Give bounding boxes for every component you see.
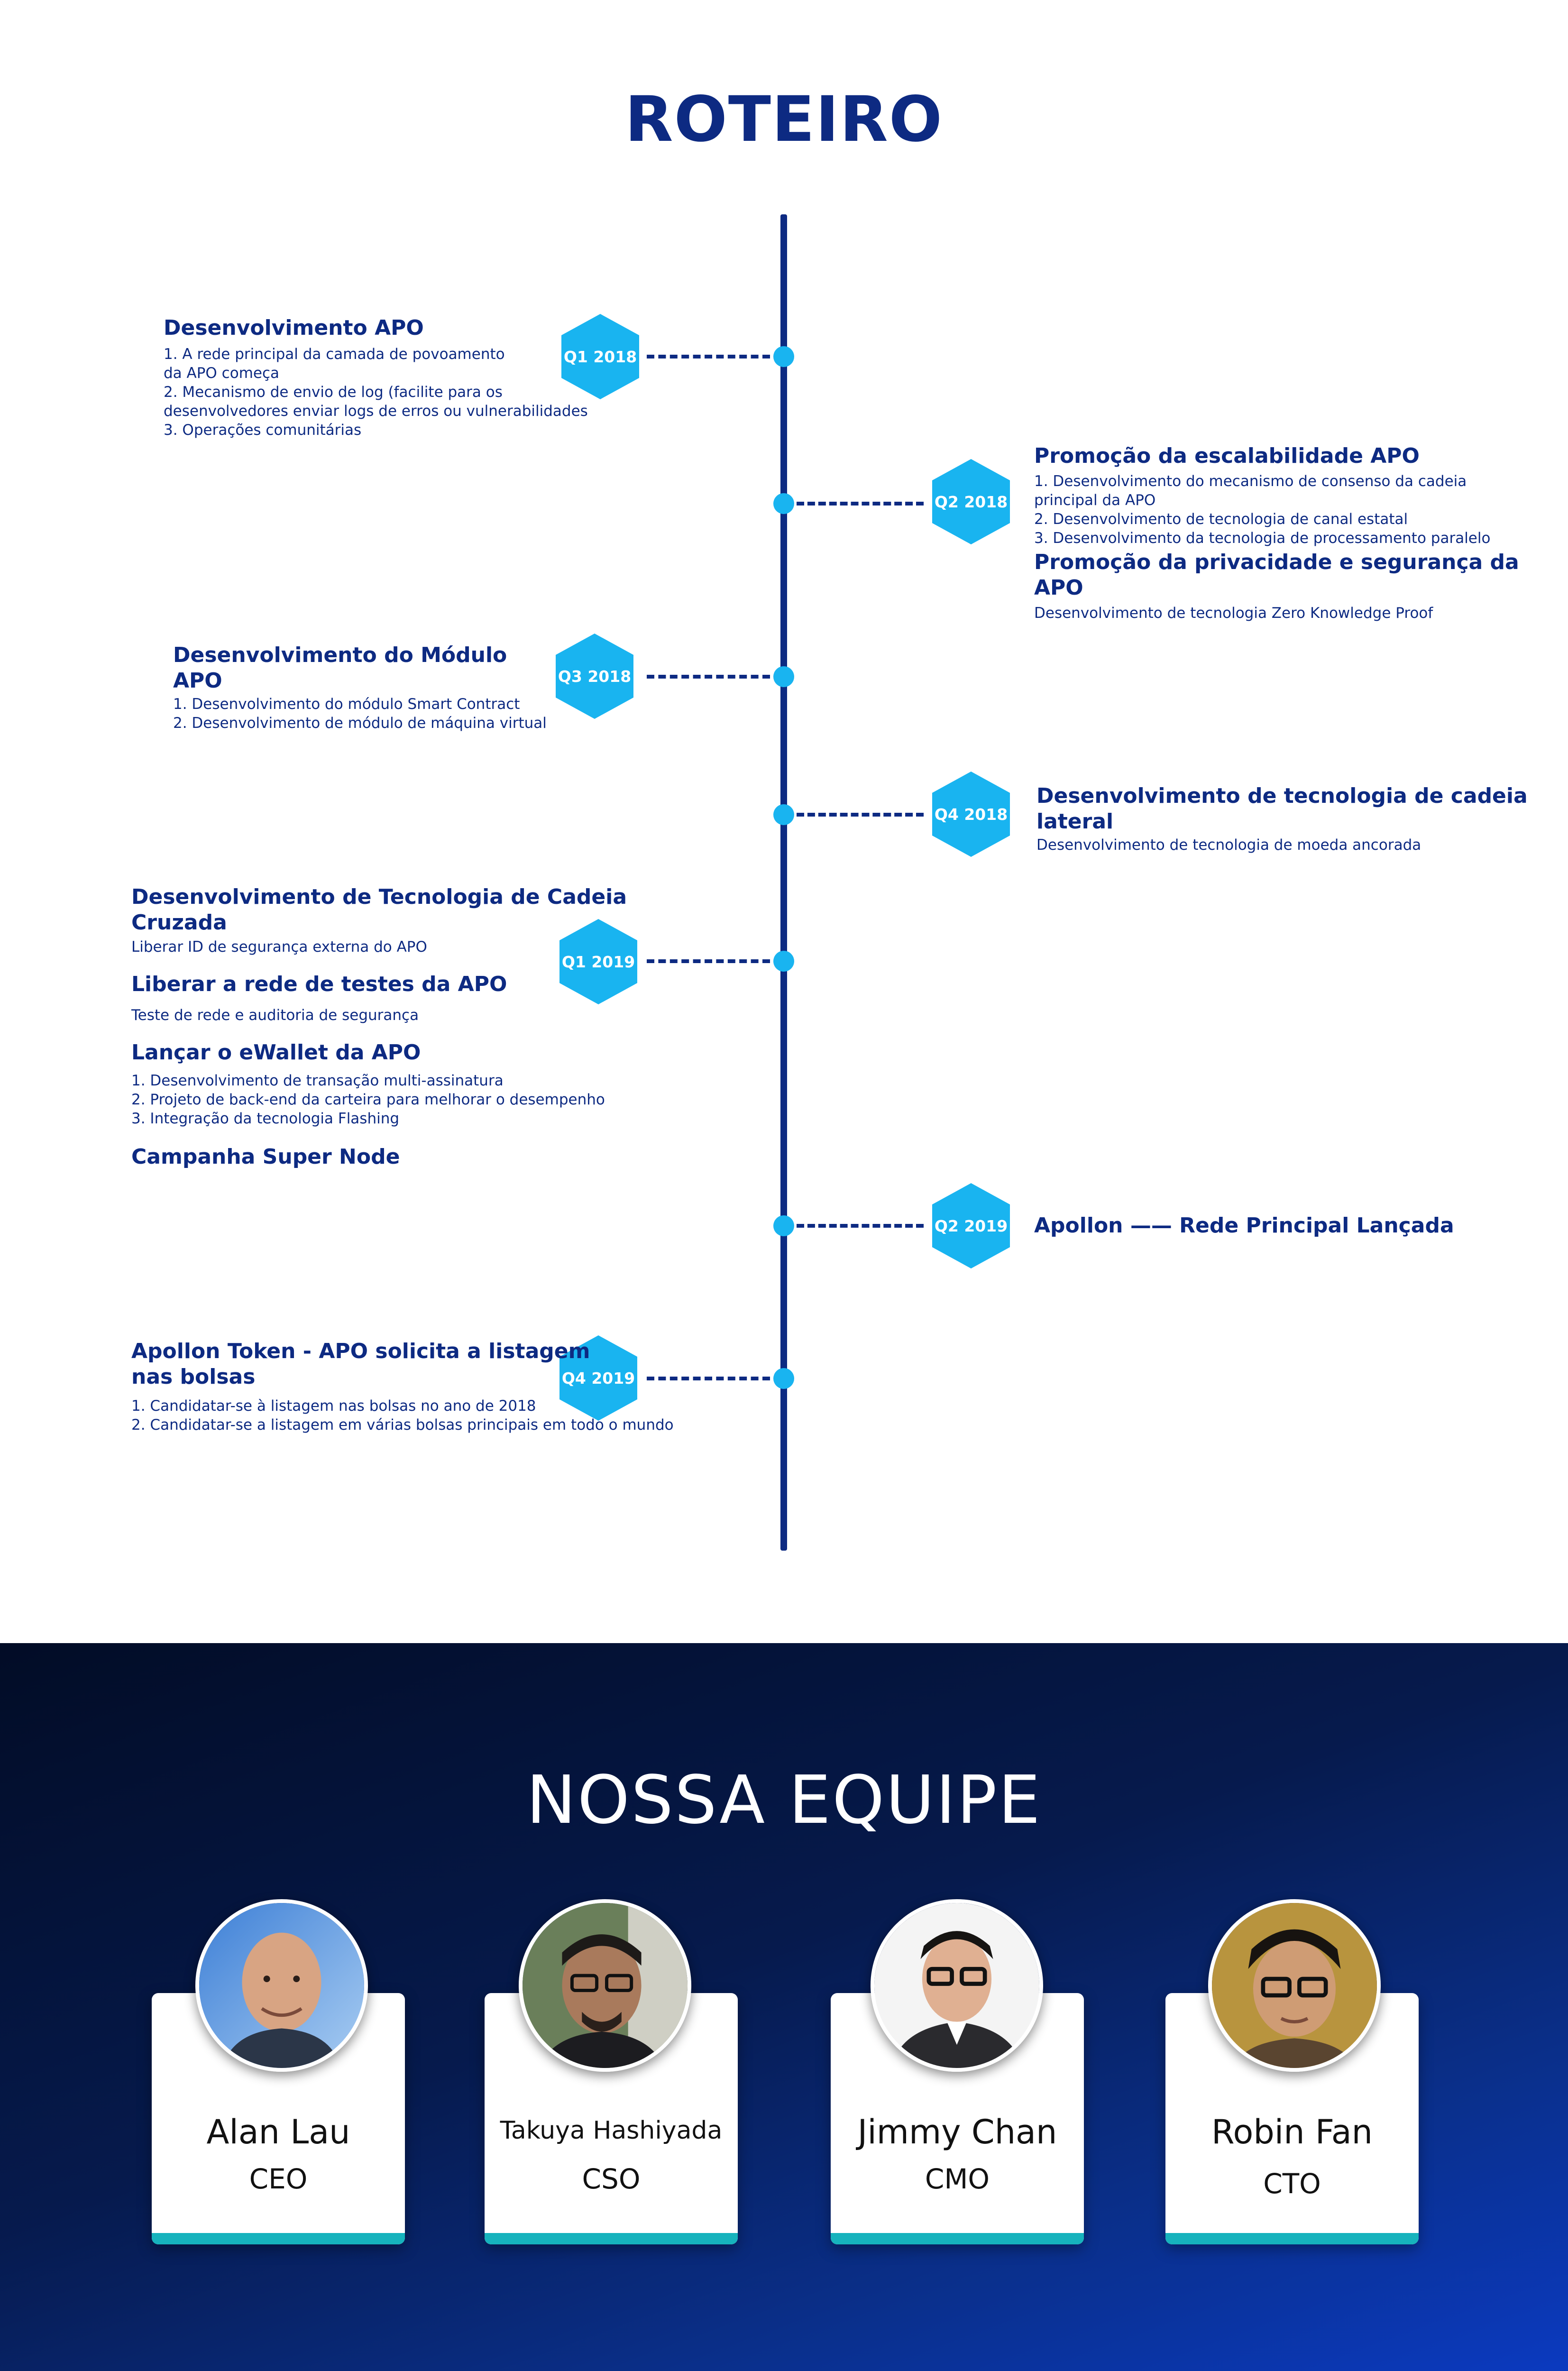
- roadmap-title: ROTEIRO: [624, 83, 944, 156]
- member-role: CMO: [925, 2163, 990, 2195]
- milestone-heading: Desenvolvimento de Tecnologia de Cadeia Cruzada: [131, 885, 627, 935]
- milestone-details: [1034, 1213, 1556, 1239]
- member-avatar: [1208, 1899, 1381, 2072]
- person-avatar-icon: [199, 1903, 364, 2068]
- member-name: Takuya Hashiyada: [500, 2116, 723, 2145]
- timeline-connector: [797, 502, 924, 505]
- timeline-connector: [797, 1224, 924, 1228]
- member-role: CSO: [582, 2163, 641, 2195]
- milestone-heading: Promoção da privacidade e segurança da APO: [1034, 550, 1519, 600]
- milestone-details: [164, 315, 590, 440]
- quarter-label: Q2 2018: [934, 492, 1008, 511]
- member-name: Robin Fan: [1211, 2113, 1373, 2151]
- quarter-hexagon-icon: [932, 459, 1010, 544]
- member-name: Alan Lau: [206, 2113, 350, 2151]
- milestone-details: [131, 884, 677, 1170]
- quarter-label: Q1 2018: [563, 347, 637, 366]
- quarter-label: Q1 2019: [561, 952, 635, 971]
- quarter-hexagon-icon: [932, 772, 1010, 857]
- team-title: NOSSA EQUIPE: [526, 1762, 1042, 1839]
- person-avatar-icon: [1212, 1903, 1377, 2068]
- quarter-label: Q4 2019: [561, 1369, 635, 1388]
- milestone-heading: Desenvolvimento APO: [164, 316, 424, 340]
- member-role: CTO: [1263, 2168, 1321, 2200]
- timeline-node: [773, 1368, 794, 1389]
- milestone-heading: Lançar o eWallet da APO: [131, 1040, 421, 1065]
- card-accent-stripe: [831, 2233, 1084, 2244]
- member-role: CEO: [249, 2163, 308, 2195]
- milestone-text: 1. Desenvolvimento do mecanismo de consenso da cadeia principal da APO 2. Desenvolvimento de tecnologia de canal estatal 3. Desenvolvimento da tecnologia de processamento paralelo: [1034, 473, 1491, 547]
- quarter-label: Q4 2018: [934, 805, 1008, 824]
- team-section: [0, 1643, 1568, 2371]
- timeline-node: [773, 1215, 794, 1236]
- milestone-text: Desenvolvimento de tecnologia de moeda ancorada: [1036, 836, 1421, 854]
- member-name: Jimmy Chan: [857, 2113, 1057, 2151]
- member-avatar: [871, 1899, 1043, 2072]
- timeline-node: [773, 804, 794, 825]
- milestone-text: Liberar ID de segurança externa do APO: [131, 938, 427, 956]
- milestone-text: 1. Desenvolvimento do módulo Smart Contract 2. Desenvolvimento de módulo de máquina virtual: [173, 696, 547, 732]
- timeline-connector: [797, 813, 924, 817]
- quarter-label: Q2 2019: [934, 1216, 1008, 1235]
- card-accent-stripe: [485, 2233, 738, 2244]
- milestone-heading: Desenvolvimento de tecnologia de cadeia lateral: [1036, 784, 1528, 834]
- milestone-heading: Apollon —— Rede Principal Lançada: [1034, 1213, 1454, 1238]
- person-avatar-icon: [523, 1903, 688, 2068]
- quarter-label: Q3 2018: [558, 667, 632, 686]
- timeline-node: [773, 666, 794, 687]
- milestone-text: 1. Desenvolvimento de transação multi-assinatura 2. Projeto de back-end da carteira para melhorar o desempenho 3. Integração da tecnologia Flashing: [131, 1072, 605, 1127]
- person-avatar-icon: [874, 1903, 1039, 2068]
- member-avatar: [195, 1899, 368, 2072]
- member-avatar: [519, 1899, 691, 2072]
- milestone-heading: Apollon Token - APO solicita a listagem nas bolsas: [131, 1339, 590, 1389]
- quarter-hexagon-icon: [556, 634, 633, 719]
- timeline-node: [773, 493, 794, 514]
- milestone-text: 1. Candidatar-se à listagem nas bolsas no ano de 2018 2. Candidatar-se a listagem em várias bolsas principais em todo o mundo: [131, 1397, 674, 1434]
- milestone-details: [1036, 783, 1563, 855]
- timeline-connector: [647, 675, 770, 679]
- timeline-node: [773, 951, 794, 972]
- milestone-details: [131, 1339, 710, 1434]
- timeline-spine: [780, 214, 787, 1551]
- card-accent-stripe: [152, 2233, 405, 2244]
- milestone-text: Teste de rede e auditoria de segurança: [131, 1007, 419, 1024]
- quarter-hexagon-icon: [932, 1183, 1010, 1268]
- timeline-node: [773, 346, 794, 367]
- card-accent-stripe: [1165, 2233, 1419, 2244]
- milestone-heading: Promoção da escalabilidade APO: [1034, 444, 1420, 468]
- timeline-connector: [647, 355, 770, 358]
- milestone-heading: Desenvolvimento do Módulo APO: [173, 643, 507, 693]
- milestone-text: Desenvolvimento de tecnologia Zero Knowledge Proof: [1034, 605, 1433, 622]
- milestone-details: [1034, 443, 1556, 623]
- milestone-heading: Liberar a rede de testes da APO: [131, 972, 507, 996]
- milestone-details: [173, 643, 552, 733]
- milestone-text: 1. A rede principal da camada de povoamento da APO começa 2. Mecanismo de envio de log (facilite para os desenvolvedores enviar logs de erros ou vulnerabilidades 3. Operações comunitárias: [164, 346, 588, 439]
- milestone-heading: Campanha Super Node: [131, 1145, 400, 1169]
